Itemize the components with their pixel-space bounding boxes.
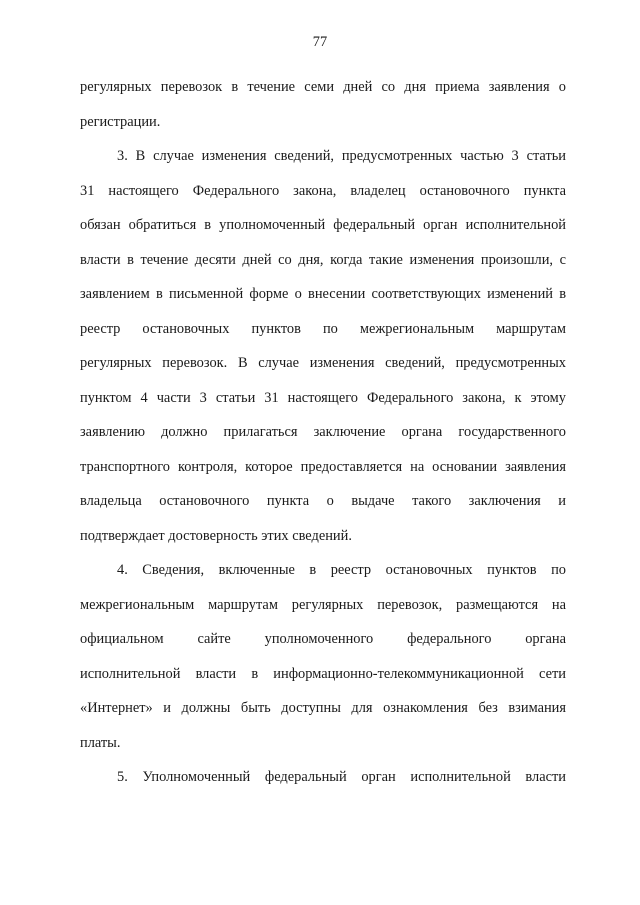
text-line: регистрации. (80, 113, 161, 130)
text-line: исполнительной власти в информационно-телекоммуникационной сети (80, 665, 566, 682)
text-line: «Интернет» и должны быть доступны для ознакомления без взимания (80, 700, 566, 716)
text-line: обязан обратиться в уполномоченный федеральный орган исполнительной (80, 217, 566, 233)
text-line: 3. В случае изменения сведений, предусмотренных частью 3 статьи (117, 148, 566, 164)
page-number: 77 (312, 34, 328, 50)
paragraph-3 (80, 553, 566, 760)
text-line: власти в течение десяти дней со дня, когда такие изменения произошли, с (80, 251, 566, 268)
text-line: владельца остановочного пункта о выдаче такого заключения и (80, 493, 566, 509)
document-body (80, 70, 566, 795)
paragraph-4 (80, 760, 566, 795)
text-line: 31 настоящего Федерального закона, владелец остановочного пункта (80, 182, 566, 199)
paragraph-2 (80, 139, 566, 553)
text-line: заявлению должно прилагаться заключение органа государственного (80, 424, 566, 440)
text-line: 4. Сведения, включенные в реестр остановочных пунктов по (117, 562, 566, 578)
text-line: 5. Уполномоченный федеральный орган исполнительной власти (117, 769, 566, 785)
text-line: регулярных перевозок в течение семи дней со дня приема заявления о (80, 79, 566, 95)
paragraph-1 (80, 70, 566, 139)
text-line: подтверждает достоверность этих сведений. (80, 527, 352, 544)
text-line: регулярных перевозок. В случае изменения сведений, предусмотренных (80, 355, 566, 371)
text-line: транспортного контроля, которое предоставляется на основании заявления (80, 458, 566, 475)
text-line: платы. (80, 734, 121, 751)
text-line: реестр остановочных пунктов по межрегиональным маршрутам (80, 320, 566, 337)
text-line: межрегиональным маршрутам регулярных перевозок, размещаются на (80, 596, 566, 613)
text-line: пунктом 4 части 3 статьи 31 настоящего Федерального закона, к этому (80, 389, 566, 406)
text-line: заявлением в письменной форме о внесении соответствующих изменений в (80, 286, 566, 302)
text-line: официальном сайте уполномоченного федерального органа (80, 631, 566, 647)
